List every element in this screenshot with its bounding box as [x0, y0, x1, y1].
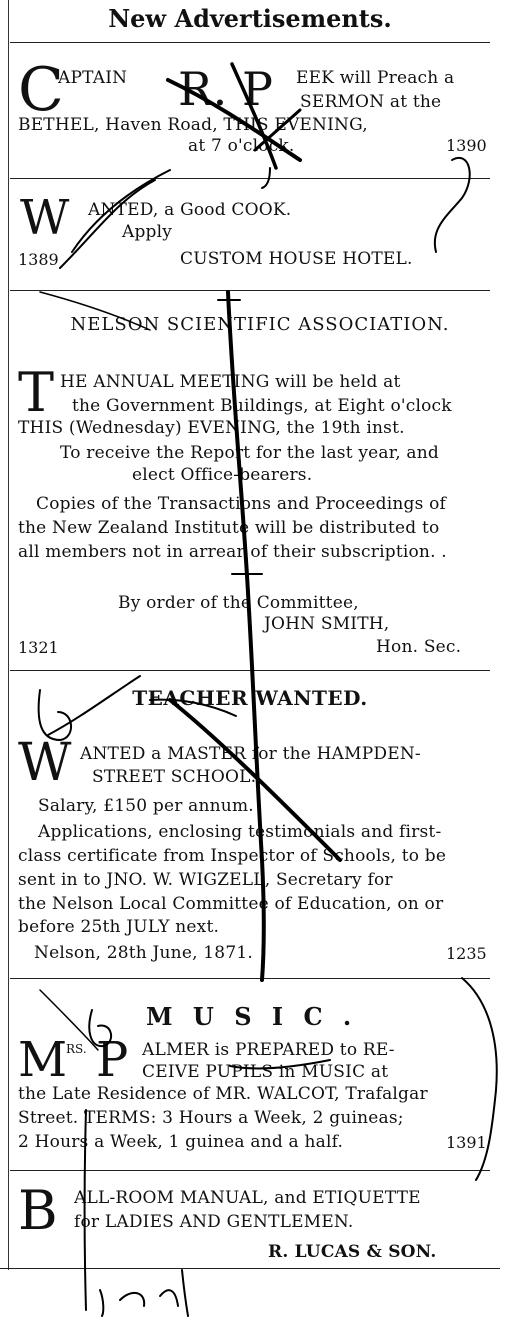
ad-divider: [10, 670, 490, 671]
ad-text: Salary, £150 per annum.: [38, 796, 254, 816]
ad-text: ANTED, a Good COOK.: [88, 200, 292, 220]
handwritten-stroke: [182, 1270, 188, 1316]
ad-dropcap: B: [18, 1179, 58, 1242]
ad-dropcap: C: [18, 55, 64, 125]
page-title: New Advertisements.: [108, 4, 392, 33]
ad-text: 2 Hours a Week, 1 guinea and a half.: [18, 1132, 344, 1152]
ad-text: Apply: [122, 222, 173, 242]
ad-text: SERMON at the: [300, 92, 442, 112]
ad-text: before 25th JULY next.: [18, 917, 220, 937]
ad-number: 1390: [446, 136, 487, 155]
ad-text: the New Zealand Institute will be distributed to: [18, 518, 440, 538]
ad-text: the Late Residence of MR. WALCOT, Trafalgar: [18, 1084, 428, 1104]
ad-text: the Nelson Local Committee of Education, on or: [18, 894, 444, 914]
ad-number: 1321: [18, 638, 59, 657]
ad-text: Applications, enclosing testimonials and first-: [38, 822, 442, 842]
ad-text: STREET SCHOOL.: [92, 767, 257, 787]
handwritten-stroke: [100, 1290, 103, 1316]
header-divider: [10, 42, 490, 43]
ad-text: By order of the Committee,: [118, 593, 359, 613]
ad-seller: R. LUCAS & SON.: [268, 1242, 437, 1262]
ad-number: 1389: [18, 250, 59, 269]
ad-initial: R.: [178, 62, 228, 116]
ad-number: 1235: [446, 944, 487, 963]
ad-divider: [10, 978, 490, 979]
ad-text: HE ANNUAL MEETING will be held at: [60, 372, 401, 392]
ad-dropcap: M: [18, 1032, 68, 1088]
ad-text: the Government Buildings, at Eight o'clock: [72, 396, 452, 416]
handwritten-stroke: [160, 1290, 178, 1306]
ad-dropcap: W: [20, 190, 70, 246]
ad-text: THIS (Wednesday) EVENING, the 19th inst.: [18, 418, 405, 438]
ad-text: class certificate from Inspector of Schools, to be: [18, 846, 447, 866]
ad-text: RS.: [66, 1042, 87, 1056]
ad-heading: TEACHER WANTED.: [132, 686, 368, 710]
ad-dropcap: T: [18, 361, 55, 424]
ad-text: all members not in arrear of their subscription. .: [18, 542, 447, 562]
ad-divider: [10, 1170, 490, 1171]
ad-text: APTAIN: [58, 68, 128, 88]
ad-text: To receive the Report for the last year, and: [60, 443, 439, 463]
ad-signatory: JOHN SMITH,: [264, 614, 390, 634]
ad-divider: [10, 290, 490, 291]
ad-text: for LADIES AND GENTLEMEN.: [74, 1212, 354, 1232]
ad-text: at 7 o'clock.: [188, 136, 295, 156]
page-bottom-rule: [0, 1268, 500, 1269]
ad-dateline: Nelson, 28th June, 1871.: [34, 943, 253, 963]
ad-dropcap: P: [96, 1032, 129, 1088]
ad-heading: NELSON SCIENTIFIC ASSOCIATION.: [70, 314, 450, 335]
ad-text: Street. TERMS: 3 Hours a Week, 2 guineas;: [18, 1108, 404, 1128]
ad-dropcap: W: [18, 733, 72, 793]
handwritten-stroke: [435, 158, 470, 252]
ad-text: sent in to JNO. W. WIGZELL, Secretary for: [18, 870, 393, 890]
column-border: [8, 0, 9, 1270]
ad-text: Hon. Sec.: [376, 637, 462, 657]
ad-text: BETHEL, Haven Road, THIS EVENING,: [18, 115, 368, 135]
ad-initial: P: [242, 62, 273, 116]
ad-text: Copies of the Transactions and Proceedings of: [36, 494, 447, 514]
ad-text: ALMER is PREPARED to RE-: [142, 1040, 395, 1060]
ad-heading: M U S I C .: [146, 1002, 358, 1031]
ad-number: 1391: [446, 1133, 487, 1152]
ad-text: EEK will Preach a: [296, 68, 455, 88]
ad-divider: [10, 178, 490, 179]
ad-text: ALL-ROOM MANUAL, and ETIQUETTE: [74, 1188, 421, 1208]
ad-text: ANTED a MASTER for the HAMPDEN-: [80, 744, 421, 764]
ad-text: CUSTOM HOUSE HOTEL.: [180, 249, 413, 269]
ad-text: elect Office-bearers.: [132, 465, 313, 485]
handwritten-stroke: [120, 1293, 144, 1306]
ad-text: CEIVE PUPILS in MUSIC at: [142, 1062, 389, 1082]
